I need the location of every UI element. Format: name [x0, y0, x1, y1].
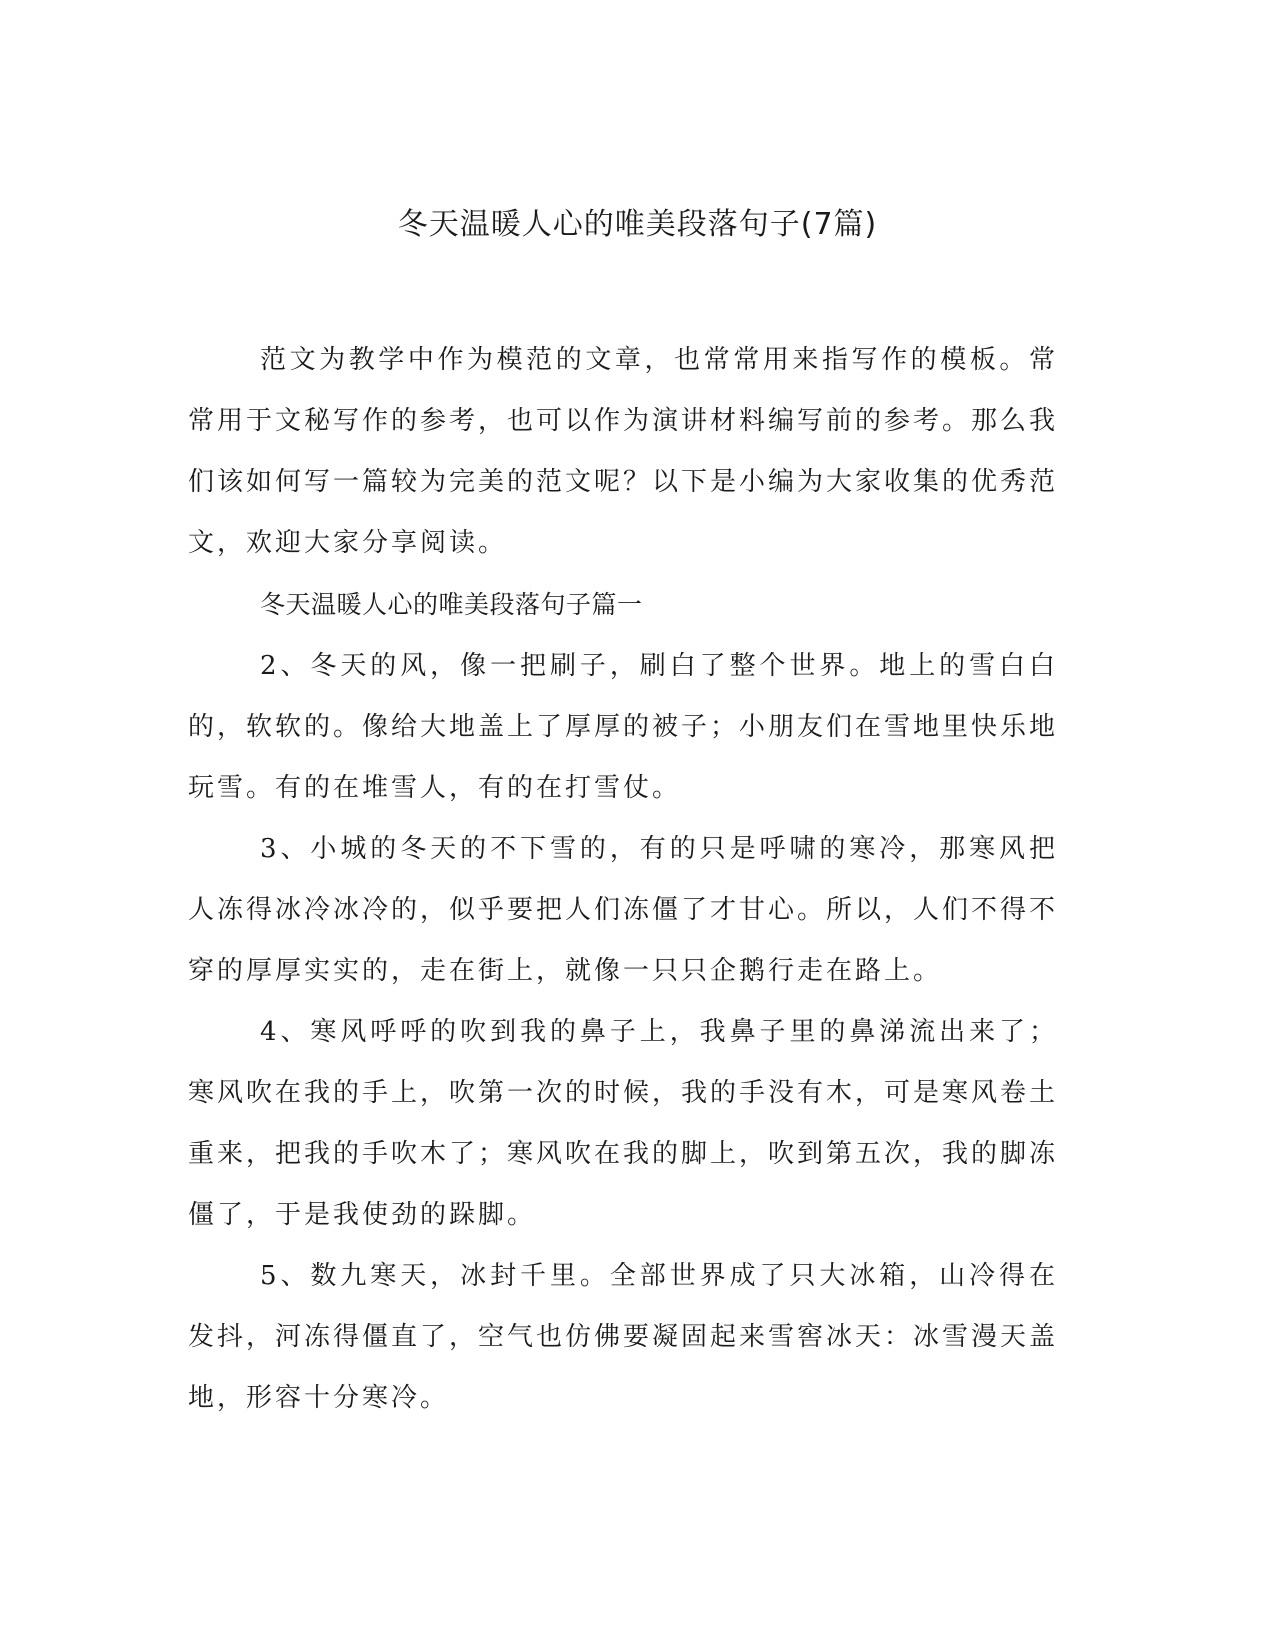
document-title: 冬天温暖人心的唯美段落句子(7篇) — [397, 207, 878, 242]
list-item: 5、数九寒天，冰封千里。全部世界成了只大冰箱，山冷得在发抖，河冻得僵直了，空气也仿佛要凝固起来雪窖冰天：冰雪漫天盖地，形容十分寒冷。 — [188, 1261, 1059, 1413]
document-body — [188, 330, 1058, 1429]
intro-paragraph: 范文为教学中作为模范的文章，也常常用来指写作的模板。常常用于文秘写作的参考，也可以作为演讲材料编写前的参考。那么我们该如何写一篇较为完美的范文呢？以下是小编为大家收集的优秀范文，欢迎大家分享阅读。 — [188, 345, 1059, 558]
section-heading: 冬天温暖人心的唯美段落句子篇一 — [260, 590, 643, 619]
list-item: 4、寒风呼呼的吹到我的鼻子上，我鼻子里的鼻涕流出来了；寒风吹在我的手上，吹第一次的时候，我的手没有木，可是寒风卷土重来，把我的手吹木了；寒风吹在我的脚上，吹到第五次，我的脚冻僵了，于是我使劲的跺脚。 — [188, 1017, 1059, 1230]
list-item: 3、小城的冬天的不下雪的，有的只是呼啸的寒冷，那寒风把人冻得冰冷冰冷的，似乎要把人们冻僵了才甘心。所以，人们不得不穿的厚厚实实的，走在街上，就像一只只企鹅行走在路上。 — [188, 834, 1059, 986]
list-item: 2、冬天的风，像一把刷子，刷白了整个世界。地上的雪白白的，软软的。像给大地盖上了厚厚的被子；小朋友们在雪地里快乐地玩雪。有的在堆雪人，有的在打雪仗。 — [188, 651, 1059, 803]
